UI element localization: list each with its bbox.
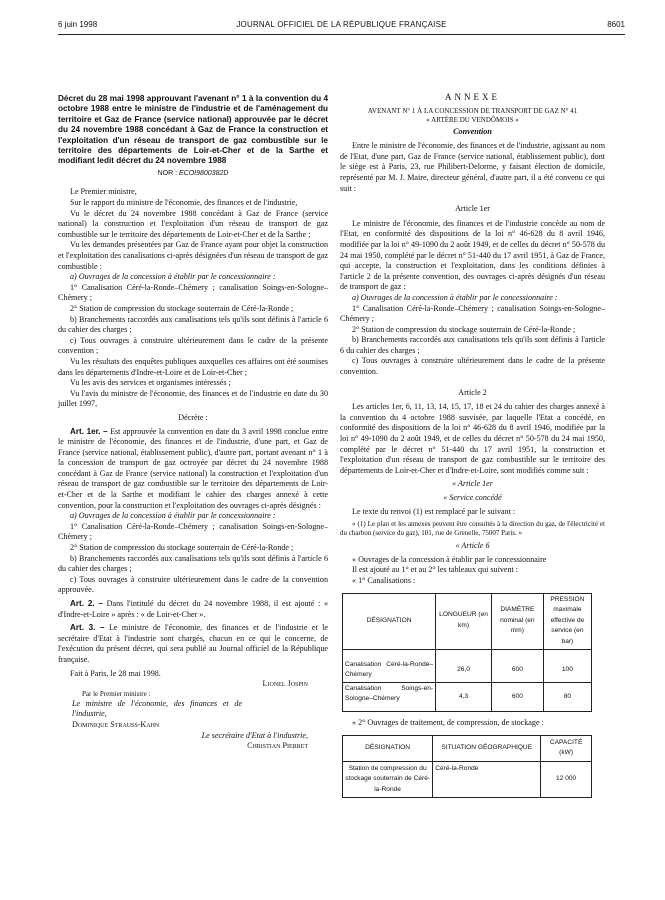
ouvrages-heading: « Ouvrages de la concession à établir par le concessionnaire	[352, 554, 547, 564]
article-2	[58, 599, 328, 620]
nor-label: NOR :	[157, 169, 178, 177]
par-pm: Par le Premier ministre :	[82, 689, 151, 698]
col-designation-2: DÉSIGNATION	[343, 735, 433, 761]
annexe-title: ANNEXE	[445, 92, 500, 102]
article-2-body: Les articles 1er, 6, 11, 13, 14, 15, 17, 18 et 24 du cahier des charges annexé à la convention du 4 octobre 1988 susvisée, par laquelle l'Etat a concédé, en conformité des dispositions de la loi n° 46-628 du 8 avril 1946, modifiée par la loi n° 49-1090 du 2 août 1949, et de celles du décret n° 50-578 du 24 mai 1950, complété par le décret n° 51-440 du 17 avril 1951, la construction et l'exploitation d'un réseau de transport de gaz combustible sur le territoire des départements de Loir-et-Cher et d'Indre-et-Loire, sont modifiés comme suit :	[340, 402, 605, 475]
article-3-label: Art. 3. –	[70, 623, 105, 633]
annexe-item-1: 1° Canalisation Céré-la-Ronde–Chémery ; canalisation Soings-en-Sologne–Chémery ;	[340, 303, 605, 324]
row-2-len: 4,3	[436, 682, 492, 711]
table-row	[343, 649, 592, 682]
quoted-article-6: « Article 6	[455, 541, 490, 551]
ouvrages-traitement-heading: « 2° Ouvrages de traitement, de compression, de stockage :	[352, 717, 544, 727]
annexe-item-b: b) Branchements raccordés aux canalisations tels qu'ils sont définis à l'article 6 du cahier des charges ;	[340, 335, 605, 355]
col-situation: SITUATION GÉOGRAPHIQUE	[433, 735, 541, 761]
service-concede: « Service concédé	[443, 493, 502, 502]
art1-item-2: 2° Station de compression du stockage souterrain de Céré-la-Ronde ;	[70, 543, 294, 553]
nor-code: ECOI9800382D	[178, 169, 229, 177]
art1-item-b: b) Branchements raccordés aux canalisations tels qu'ils sont définis à l'article 6 du cahier des charges ;	[58, 553, 328, 574]
visa-avis: Vu les avis des services et organismes intéressés ;	[70, 378, 231, 388]
article-1-body: Le ministre de l'économie, des finances et de l'industrie concède au nom de l'Etat, en conformité des dispositions de la loi n° 46-628 du 8 avril 1946, modifiée par la loi n° 49-1090 du 2 août 1949, et de celles du décret n° 50-578 du 24 mai 1950, complété par le décret n° 51-440 du 17 avril 1951, à Gaz de France, qui accepte, la construction et l'exploitation, dans les conditions définies à l'article 2 de la présente convention, des ouvrages ci-après désignés d'un réseau de transport de gaz :	[340, 218, 605, 292]
article-2-label: Art. 2. –	[70, 599, 103, 608]
decree-title: Décret du 28 mai 1998 approuvant l'avenant n° 1 à la convention du 4 octobre 1988 entre le ministre de l'industrie et de l'aménagement du territoire et Gaz de France (service national) approuvée par le décret du 24 novembre 1988 concédant à Gaz de France la construction et l'exploitation d'un réseau de transport de gaz combustible sur le territoire des départements de Loir-et-Cher et de la Sarthe et modifiant ledit décret du 24 novembre 1988	[58, 94, 328, 166]
page-header	[58, 20, 625, 34]
col-pression: PRESSION maximale effective de service (en bar)	[543, 593, 591, 649]
article-2-text: Dans l'intitulé du décret du 24 novembre 1988, il est ajouté : « d'Indre-et-Loire » après : « de Loir-et-Cher ».	[58, 599, 328, 619]
annexe-item-a: a) Ouvrages de la concession à établir par le concessionnaire :	[352, 292, 558, 302]
right-column	[340, 92, 605, 798]
ministre-name: Dominique Strauss-Kahn	[72, 719, 160, 729]
secretaire-title: Le secrétaire d'Etat à l'industrie,	[201, 730, 308, 740]
fait-a-paris: Fait à Paris, le 28 mai 1998.	[70, 668, 161, 678]
header-rule	[58, 34, 625, 35]
annexe-item-c: c) Tous ouvrages à construire ultérieurement dans le cadre de la présente convention.	[340, 356, 605, 377]
t2-row-cap: 12 000	[541, 761, 592, 798]
art1-item-c: c) Tous ouvrages à construire ultérieurement dans le cadre de la convention approuvée.	[58, 574, 328, 595]
signature-pm: Lionel Jospin	[262, 679, 308, 689]
table-row	[343, 682, 592, 711]
nor-reference	[58, 169, 328, 180]
row-1-name: Canalisation Céré-la-Ronde–Chémery	[343, 649, 436, 682]
renvoi-intro: Le texte du renvoi (1) est remplacé par le suivant :	[352, 506, 516, 516]
row-1-len: 26,0	[436, 649, 492, 682]
visa-enquetes: Vu les résultats des enquêtes publiques auxquelles ces affaires ont été soumises dans les départements d'Indre-et-Loire et de Loir-et-Cher ;	[58, 356, 328, 377]
article-1-text: Est approuvée la convention en date du 3 avril 1998 conclue entre le ministre de l'économie, des finances et de l'industrie, d'une part, et Gaz de France (service national, établissement public), d'autre part, portant avenant n° 1 à la concession de transport de gaz octroyée par décret du 24 novembre 1988 concédant à Gaz de France (service national) la construction et l'exploitation d'un réseau de transport de gaz combustible sur le territoire des départements de Loir-et-Cher et de la Sarthe et modifiant le cahier des charges annexé à cette convention, pour la construction et l'exploitation des ouvrages ci-après désignés :	[58, 426, 328, 510]
convention-title: Convention	[453, 126, 492, 136]
row-2-name: Canalisation Soings-en-Sologne–Chémery	[343, 682, 436, 711]
t2-row-loc: Céré-la-Ronde	[433, 761, 541, 798]
canalisations-table	[342, 593, 592, 712]
col-diametre: DIAMÈTRE nominal (en mm)	[491, 593, 543, 649]
article-3	[58, 623, 328, 665]
page-number: 8601	[607, 20, 625, 29]
visa-demandes: Vu les demandes présentées par Gaz de France ayant pour objet la construction et l'exploitation des canalisations ci-après désignées d'un réseau de transport de gaz combustible :	[58, 240, 328, 271]
visa-decret: Vu le décret du 24 novembre 1988 concédant à Gaz de France (service national) la construction et l'exploitation d'un réseau de transport de gaz combustible sur le territoire des départements de Loir-et-Cher et de la Sarthe ;	[58, 208, 328, 239]
row-1-pres: 100	[543, 649, 591, 682]
art1-item-a: a) Ouvrages de la concession à établir par le concessionnaire :	[70, 511, 276, 521]
preamble-pm: Le Premier ministre,	[70, 187, 137, 197]
avenant-title: AVENANT N° 1 À LA CONCESSION DE TRANSPORT DE GAZ N° 41	[367, 106, 578, 115]
col-capacite: CAPACITÉ (kW)	[541, 735, 592, 761]
article-1	[58, 427, 328, 512]
row-2-pres: 80	[543, 682, 591, 711]
art1-item-1: 1° Canalisation Céré-la-Ronde–Chémery ; canalisation Soings-en-Sologne–Chémery ;	[58, 521, 328, 542]
visa-item-2: 2° Station de compression du stockage souterrain de Céré-la-Ronde ;	[70, 303, 294, 313]
row-1-dia: 600	[491, 649, 543, 682]
artere-title: « ARTÈRE DU VENDÔMOIS »	[426, 115, 519, 124]
visa-ministre: Vu l'avis du ministre de l'économie, des finances et de l'industrie en date du 30 juillet 1997,	[58, 388, 328, 409]
article-1-heading: Article 1er	[455, 204, 490, 214]
article-3-text: Le ministre de l'économie, des finances et de l'industrie et le secrétaire d'Etat à l'industrie sont chargés, chacun en ce qui le concerne, de l'exécution du présent décret, qui sera publié au Journal officiel de la République française.	[58, 623, 329, 664]
visa-item-b: b) Branchements raccordés aux canalisations tels qu'ils sont définis à l'article 6 du cahier des charges ;	[58, 314, 328, 335]
decrete-label: Décrète :	[178, 412, 208, 422]
journal-title: JOURNAL OFFICIEL DE LA RÉPUBLIQUE FRANÇAISE	[236, 20, 447, 29]
left-column	[58, 94, 328, 752]
traitement-table	[342, 735, 592, 799]
article-2-heading: Article 2	[458, 387, 487, 397]
col-designation: DÉSIGNATION	[343, 593, 436, 649]
header-date: 6 juin 1998	[58, 20, 98, 29]
quoted-article-1: « Article 1er	[452, 479, 493, 489]
preamble-rapport: Sur le rapport du ministre de l'économie, des finances et de l'industrie,	[70, 198, 298, 208]
secretaire-name: Christian Pierret	[247, 741, 308, 751]
t2-row-name: Station de compression du stockage souterrain de Céré-la-Ronde	[343, 761, 433, 798]
row-2-dia: 600	[491, 682, 543, 711]
visa-item-a: a) Ouvrages de la concession à établir par le concessionnaire :	[70, 272, 276, 282]
col-longueur: LONGUEUR (en km)	[436, 593, 492, 649]
ministre-title: Le ministre de l'économie, des finances et de l'industrie,	[72, 698, 242, 719]
annexe-item-2: 2° Station de compression du stockage souterrain de Céré-la-Ronde ;	[352, 324, 576, 334]
visa-item-c: c) Tous ouvrages à construire ultérieurement dans le cadre de la présente convention ;	[58, 335, 328, 356]
visa-item-1: 1° Canalisation Céré-la-Ronde–Chémery ; canalisation Soings-en-Sologne–Chémery ;	[58, 282, 328, 303]
table-row	[343, 761, 592, 798]
convention-intro: Entre le ministre de l'économie, des finances et de l'industrie, agissant au nom de l'Etat, d'une part, Gaz de France (service national, établissement public), dont le siège est à Paris, 23, rue Philibert-Delorme, y faisant élection de domicile, représenté par M. J. Maire, directeur général, d'autre part, il a été convenu ce qui suit :	[340, 141, 605, 193]
tableaux-intro: Il est ajouté au 1° et au 2° les tableaux qui suivent :	[352, 565, 519, 575]
renvoi-text: « (1) Le plan et les annexes peuvent être consultés à la direction du gaz, de l'électricité et du charbon (service du gaz), 101, rue de Grenelle, 75007 Paris. »	[340, 520, 605, 538]
article-1-label: Art. 1er. –	[70, 426, 108, 436]
canalisations-heading: « 1° Canalisations :	[352, 575, 416, 585]
